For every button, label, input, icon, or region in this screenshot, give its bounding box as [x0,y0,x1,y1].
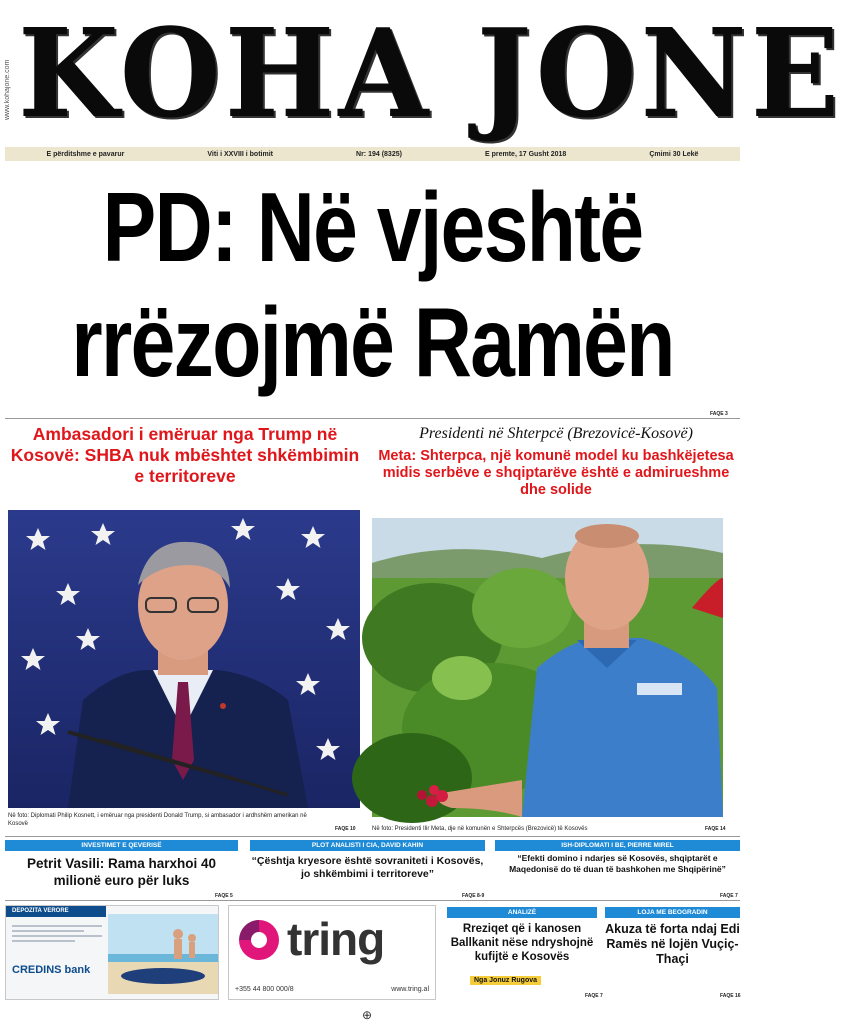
box-head-kahin: PLOT ANALISTI I CIA, DAVID KAHIN [250,840,485,851]
tring-ad[interactable] [228,905,436,1000]
divider [5,900,740,901]
box-text-beograd[interactable]: Akuza të forta ndaj Edi Ramës në lojën Vuçiç-Thaçi [605,922,740,966]
crosshair-icon: ⊕ [362,1008,373,1022]
credins-ad[interactable] [5,905,219,1000]
right-story[interactable] [372,424,740,499]
ad-fine-print [12,922,102,952]
beach-image [108,914,218,994]
tring-phone: +355 44 800 000/8 [235,986,294,993]
box-text-vasili[interactable]: Petrit Vasili: Rama harxhoi 40 milionë euro për luks [26,856,217,888]
issue-info-bar [5,147,740,161]
divider [5,836,740,837]
side-url: www.kohajone.com [4,59,11,120]
tring-logo-icon [235,916,283,964]
box-head-analize: ANALIZË [447,907,597,918]
box-text-analize[interactable]: Rreziqet që i kanosen Ballkanit nëse ndryshojnë kufijtë e Kosovës [450,923,594,963]
masthead [0,0,843,146]
box-head-beograd: LOJA ME BEOGRADIN [605,907,740,918]
info-number: Nr: 194 (8325) [356,150,402,158]
info-date: E premte, 17 Gusht 2018 [485,150,567,158]
ambassador-photo[interactable] [8,510,360,808]
tring-url: www.tring.al [391,986,429,993]
left-story[interactable] [5,424,365,487]
right-story-title: Meta: Shterpca, një komunë model ku bashkëjetesa midis serbëve e shqiptarëve është e admirueshme dhe solide [378,448,734,498]
box-text-kahin[interactable]: “Çështja kryesore është sovraniteti i Kosovës, jo shkëmbimi i territoreve” [251,855,484,880]
president-photo[interactable] [372,518,723,817]
box-page-ref: FAQE 5 [215,893,233,899]
headline-line-1: PD: Në vjeshtë [102,172,643,282]
info-frequency: E përditshme e pavarur [46,150,125,158]
left-story-title: Ambasadori i emëruar nga Trump në Kosovë: SHBA nuk mbështet shkëmbimin e territoreve [10,424,360,486]
main-headline[interactable] [5,170,740,410]
left-story-page-ref: FAQE 10 [335,826,356,832]
tring-brand: tring [287,913,385,965]
analize-author: Nga Jonuz Rugova [470,976,541,985]
ambassador-image [8,510,360,808]
box-page-ref: FAQE 8-9 [462,893,485,899]
newspaper-logo: KOHA JONE [18,2,843,146]
box-page-ref: FAQE 7 [720,893,738,899]
info-year: Viti i XXVIII i botimit [207,150,273,158]
right-story-kicker: Presidenti në Shterpcë (Brezovicë-Kosovë) [419,425,693,442]
ad-depozita-head: DEPOZITA VERORE [6,906,106,917]
analize-page-ref: FAQE 7 [585,993,603,999]
left-photo-caption: Në foto: Diplomati Philip Kosnett, i emëruar nga presidenti Donald Trump, si ambasador i ardhshëm amerikan në Kosovë [8,813,307,827]
right-photo-caption: Në foto: Presidenti Ilir Meta, dje në komunën e Shterpcës (Brezovicë) të Kosovës [372,826,588,832]
president-image [372,518,723,817]
box-head-mirel: ISH-DIPLOMATI I BE, PIERRE MIREL [495,840,740,851]
credins-bank-logo: CREDINS bank [12,964,91,976]
beograd-page-ref: FAQE 16 [720,993,741,999]
box-head-investimet: INVESTIMET E QEVERISË [5,840,238,851]
info-price: Çmimi 30 Lekë [649,150,699,158]
right-story-page-ref: FAQE 14 [705,826,726,832]
headline-page-ref: FAQE 3 [710,411,728,417]
divider [5,418,740,419]
box-text-mirel[interactable]: “Efekti domino i ndarjes së Kosovës, shqiptarët e Maqedonisë do të duan të bashkohen me Shqipërinë” [509,853,726,874]
headline-line-2: rrëzojmë Ramën [71,287,674,397]
